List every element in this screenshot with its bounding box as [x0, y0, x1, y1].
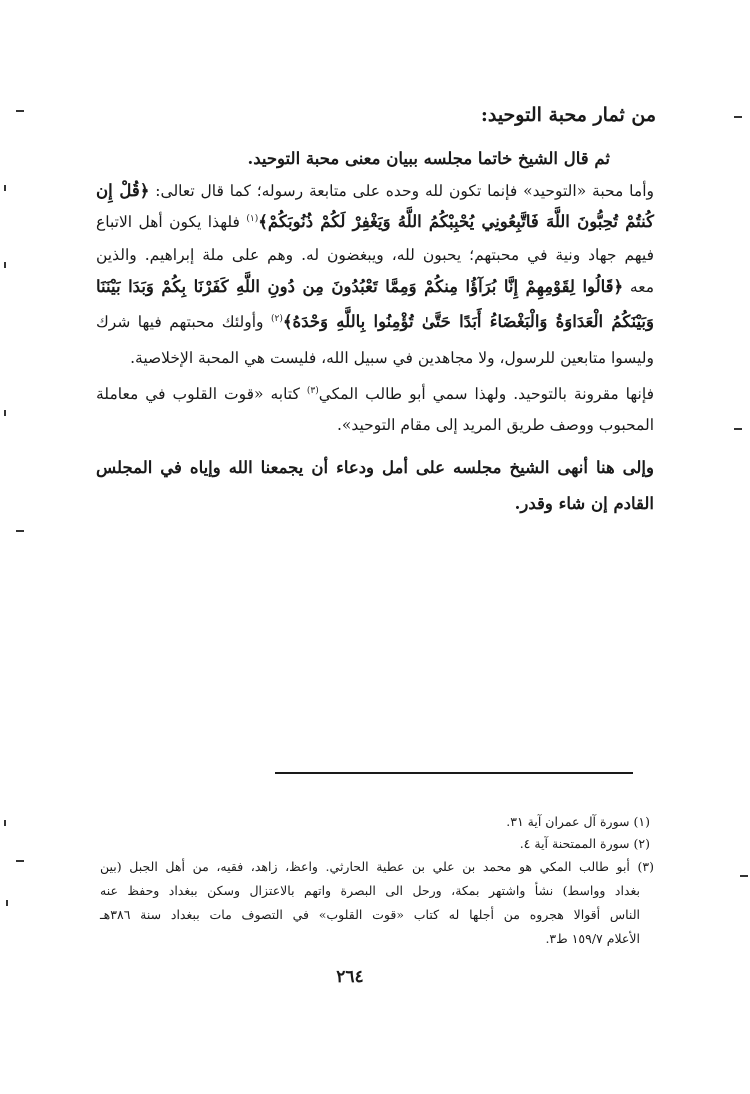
paragraph-line: القادم إن شاء وقدر.: [514, 494, 654, 513]
scan-mark: [4, 262, 6, 268]
section-heading: من ثمار محبة التوحيد:: [480, 104, 656, 126]
footnote: (٣) أبو طالب المكي هو محمد بن علي بن عطية الحارثي. واعظ، زاهد، فقيه، من أهل الجبل (بين: [100, 859, 654, 874]
paragraph-text: معه: [629, 278, 654, 296]
paragraph-line: [96, 206, 654, 235]
quran-verse: كُنتُمْ تُحِبُّونَ اللَّهَ فَاتَّبِعُونِي يُحْبِبْكُمُ اللَّهُ وَيَغْفِرْ لَكُمْ ذُنُوبَكُمْ﴾: [258, 212, 654, 232]
paragraph-line: [96, 306, 654, 335]
paragraph-text: فإنها مقرونة بالتوحيد. ولهذا سمي أبو طالب المكي: [318, 385, 654, 404]
footnote: (٢) سورة الممتحنة آية ٤.: [519, 836, 650, 851]
scan-mark: [16, 530, 24, 532]
footnote-ref: (٣): [306, 386, 319, 396]
scan-mark: [4, 185, 6, 191]
paragraph-text: فلهذا يكون أهل الاتباع: [96, 213, 240, 232]
quran-verse: ﴿قَالُوا لِقَوْمِهِمْ إِنَّا بُرَآؤُا مِنكُمْ وَمِمَّا تَعْبُدُونَ مِن دُونِ اللَّهِ كَفَرْنَا بِكُمْ وَبَدَا بَيْنَنَا: [96, 277, 624, 296]
quran-verse: وَبَيْنَكُمُ الْعَدَاوَةُ وَالْبَغْضَاءُ أَبَدًا حَتَّىٰ تُؤْمِنُوا بِاللَّهِ وَحْدَهُ﴾: [282, 312, 654, 332]
footnote-ref: (٢): [271, 314, 283, 324]
paragraph-line: وليسوا متابعين للرسول، ولا مجاهدين في سبيل الله، فليست هي المحبة الإخلاصية.: [130, 349, 654, 367]
quran-verse: ﴿قُلْ إِن: [96, 181, 150, 200]
scan-mark: [4, 820, 6, 826]
footnote-ref: (١): [246, 214, 259, 224]
footnote: بغداد وواسط) نشأ واشتهر بمكة، ورحل الى البصرة واتهم بالاعتزال وسكن ببغداد وحفظ عنه: [100, 883, 640, 898]
page-number: ٢٦٤: [336, 967, 364, 987]
footnote-separator: [275, 772, 633, 774]
scan-mark: [734, 116, 742, 118]
paragraph-line: المحبوب ووصف طريق المريد إلى مقام التوحيد».: [336, 416, 654, 434]
paragraph-text: كتابه «قوت القلوب في معاملة: [96, 385, 300, 404]
paragraph-line: وإلى هنا أنهى الشيخ مجلسه على أمل ودعاء أن يجمعنا الله وإياه في المجلس: [96, 458, 654, 477]
footnote: الأعلام ١٥٩/٧ ط٣.: [545, 931, 640, 946]
scan-mark: [16, 860, 24, 862]
paragraph-text: وأما محبة «التوحيد» فإنما تكون لله وحده على متابعة رسوله؛ كما قال تعالى:: [155, 182, 654, 200]
scan-mark: [4, 410, 6, 416]
paragraph-line: [96, 178, 654, 204]
paragraph-line: [96, 378, 654, 407]
paragraph-line: ثم قال الشيخ خاتما مجلسه ببيان معنى محبة التوحيد.: [247, 149, 610, 168]
paragraph-text: وأولئك محبتهم فيها شرك: [96, 313, 264, 332]
footnote: (١) سورة آل عمران آية ٣١.: [506, 814, 650, 829]
paragraph-line: فيهم جهاد ونية في محبتهم؛ يحبون لله، ويبغضون له. وهم على ملة إبراهيم. والذين: [96, 246, 654, 264]
scan-mark: [734, 428, 742, 430]
scan-mark: [740, 875, 748, 877]
scan-mark: [16, 110, 24, 112]
paragraph-line: [96, 274, 654, 300]
footnote: الناس أقوالا هجروه من أجلها له كتاب «قوت القلوب» في التصوف مات ببغداد سنة ٣٨٦هـ: [100, 907, 640, 922]
scan-mark: [6, 900, 8, 906]
